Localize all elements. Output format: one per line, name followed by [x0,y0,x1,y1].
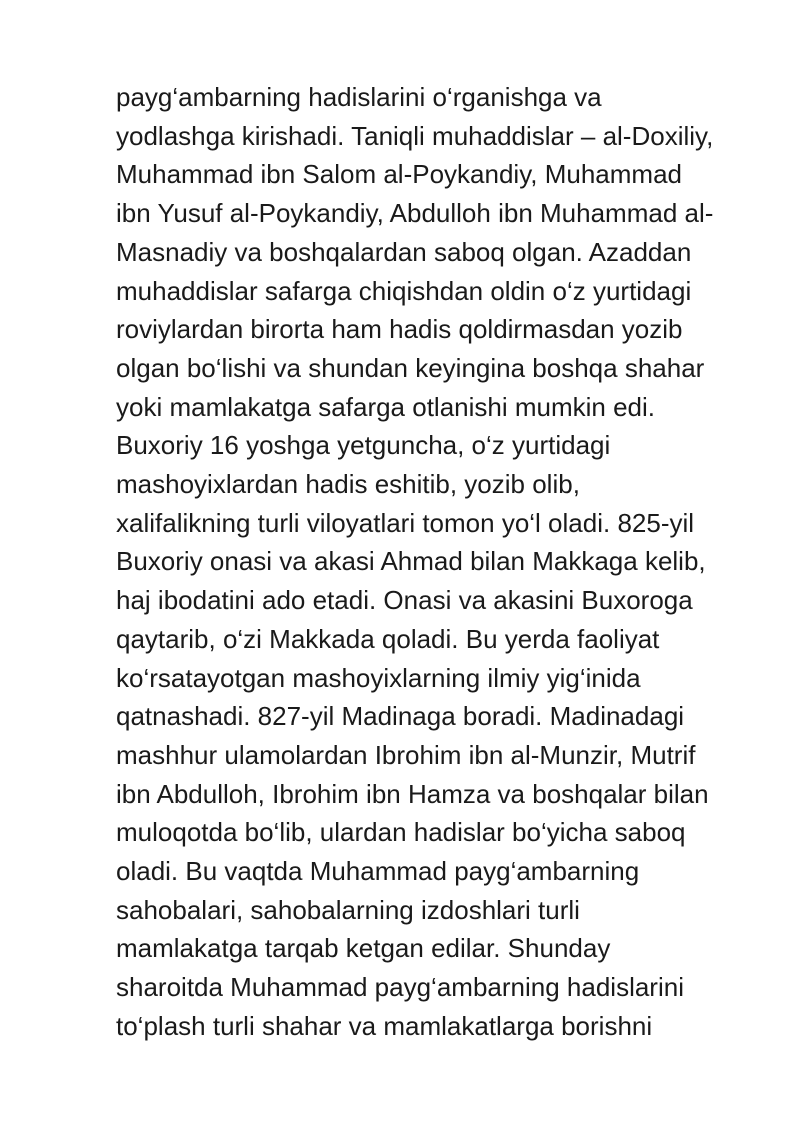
text-line: olgan bo‘lishi va shundan keyingina boshqa shahar [116,352,705,383]
text-line: ibn Abdulloh, Ibrohim ibn Hamza va boshqalar bilan [116,778,709,809]
text-line: qaytarib, o‘zi Makkada qoladi. Bu yerda faoliyat [116,623,660,654]
text-line: yodlashga kirishadi. Taniqli muhaddislar – al-Doxiliy, [116,120,714,151]
text-line: sharoitda Muhammad payg‘ambarning hadislarini [116,972,684,1003]
text-line: haj ibodatini ado etadi. Onasi va akasini Buxoroga [116,585,693,616]
body-text [116,78,796,1046]
text-line: to‘plash turli shahar va mamlakatlarga borishni [116,1010,653,1041]
text-line: xalifalikning turli viloyatlari tomon yo‘l oladi. 825-yil [116,507,695,538]
text-line: muloqotda bo‘lib, ulardan hadislar bo‘yicha saboq [116,817,686,848]
text-line: Buxoriy 16 yoshga yetguncha, o‘z yurtidagi [116,430,611,461]
text-line: sahobalari, sahobalarning izdoshlari turli [116,894,580,925]
text-line: oladi. Bu vaqtda Muhammad payg‘ambarning [116,856,640,887]
text-line: mashoyixlardan hadis eshitib, yozib olib, [116,469,580,500]
text-line: Buxoriy onasi va akasi Ahmad bilan Makkaga kelib, [116,546,706,577]
text-line: roviylardan birorta ham hadis qoldirmasdan yozib [116,314,683,345]
text-line: muhaddislar safarga chiqishdan oldin o‘z yurtidagi [116,275,692,306]
text-line: mamlakatga tarqab ketgan edilar. Shunday [116,933,611,964]
text-line: mashhur ulamolardan Ibrohim ibn al-Munzir, Mutrif [116,739,696,770]
text-line: qatnashadi. 827-yil Madinaga boradi. Madinadagi [116,701,685,732]
text-line: Muhammad ibn Salom al-Poykandiy, Muhammad [116,159,682,190]
text-line: payg‘ambarning hadislarini o‘rganishga va [116,82,602,112]
text-line: Masnadiy va boshqalardan saboq olgan. Azaddan [116,236,692,267]
text-line: ko‘rsatayotgan mashoyixlarning ilmiy yig‘inida [116,662,641,693]
text-line: ibn Yusuf al-Poykandiy, Abdulloh ibn Muhammad al- [116,198,714,229]
text-line: yoki mamlakatga safarga otlanishi mumkin edi. [116,391,656,422]
